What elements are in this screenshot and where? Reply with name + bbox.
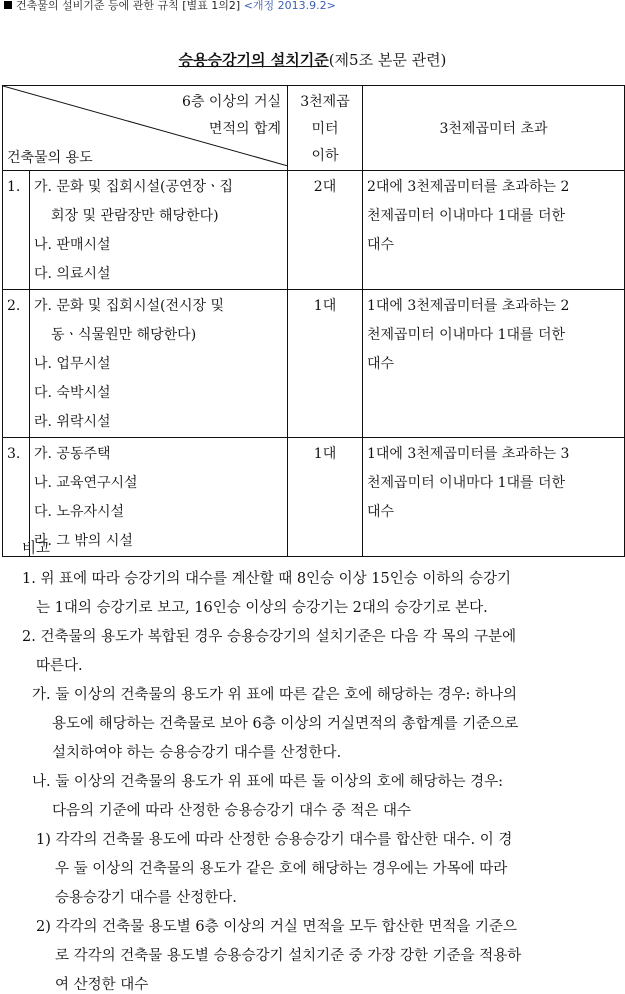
row-count: 1대 [288, 438, 363, 557]
remarks-heading: 비고 [22, 541, 51, 557]
table-row [3, 290, 625, 438]
table-row [3, 171, 625, 290]
remark-2-na-2-line: 로 각각의 건축물 용도별 승용승강기 설치기준 중 가장 강한 기준을 적용하 [55, 948, 522, 964]
use-item: 라. 위락시설 [34, 414, 111, 430]
remark-2-line: 따른다. [36, 658, 83, 674]
remark-2-na-line: 나. 둘 이상의 건축물의 용도가 위 표에 따른 둘 이상의 호에 해당하는 경우: [32, 774, 504, 790]
remark-1-line: 1. 위 표에 따라 승강기의 대수를 계산할 때 8인승 이상 15인승 이하의 승강기 [22, 571, 512, 587]
remark-2-ga-line: 설치하여야 하는 승용승강기 대수를 산정한다. [52, 745, 342, 761]
use-item: 다. 의료시설 [34, 266, 111, 282]
use-item-continuation: 동ㆍ식물원만 해당한다) [51, 327, 197, 343]
document-header [4, 0, 336, 12]
use-item: 나. 판매시설 [34, 237, 111, 253]
revision-link[interactable]: <개정 2013.9.2> [243, 0, 336, 12]
table-row [3, 438, 625, 557]
remark-2-na-1-line: 승용승강기 대수를 산정한다. [55, 890, 237, 906]
use-item: 나. 교육연구시설 [34, 475, 138, 491]
row-description: 1대에 3천제곱미터를 초과하는 3 천제곱미터 이내마다 1대를 더한 대수 [363, 438, 625, 557]
use-item-continuation: 회장 및 관람장만 해당한다) [51, 208, 219, 224]
title-main: 승용승강기의 설치기준 [178, 51, 329, 69]
row-description: 1대에 3천제곱미터를 초과하는 2 천제곱미터 이내마다 1대를 더한 대수 [363, 290, 625, 438]
square-bullet-icon [4, 1, 12, 9]
row-number: 3. [3, 438, 30, 557]
header-area-label: 6층 이상의 거실 면적의 합계 [182, 94, 281, 137]
table-header-row [3, 86, 625, 171]
row-count: 1대 [288, 290, 363, 438]
row-uses [30, 290, 288, 438]
header-over-3000: 3천제곱미터 초과 [363, 86, 625, 171]
elevator-standard-table [2, 85, 625, 557]
use-item: 다. 숙박시설 [34, 385, 111, 401]
row-count: 2대 [288, 171, 363, 290]
row-number: 2. [3, 290, 30, 438]
header-text: 건축물의 설비기준 등에 관한 규칙 [별표 1의2] [16, 0, 241, 12]
title-sub: (제5조 본문 관련) [328, 51, 447, 69]
diagonal-header-cell [3, 86, 288, 171]
use-item: 라. 그 밖의 시설 [34, 533, 133, 549]
use-item: 가. 공동주택 [34, 446, 111, 462]
header-use-label: 건축물의 용도 [7, 150, 93, 166]
remark-2-na-line: 다음의 기준에 따라 산정한 승용승강기 대수 중 적은 대수 [52, 803, 412, 819]
use-item: 가. 문화 및 집회시설(공연장ㆍ집 [34, 179, 234, 195]
row-uses [30, 171, 288, 290]
remark-2-na-1-line: 1) 각각의 건축물 용도에 따라 산정한 승용승강기 대수를 합산한 대수. 이 경 [36, 832, 513, 848]
row-number: 1. [3, 171, 30, 290]
use-item: 나. 업무시설 [34, 356, 111, 372]
remark-1-line: 는 1대의 승강기로 보고, 16인승 이상의 승강기는 2대의 승강기로 본다. [36, 600, 488, 616]
remark-2-na-2-line: 여 산정한 대수 [55, 977, 149, 993]
remark-2-line: 2. 건축물의 용도가 복합된 경우 승용승강기의 설치기준은 다음 각 목의 구분에 [22, 629, 517, 645]
remark-2-ga-line: 용도에 해당하는 건축물로 보아 6층 이상의 거실면적의 총합계를 기준으로 [52, 716, 519, 732]
document-title [0, 49, 625, 70]
remark-2-na-1-line: 우 둘 이상의 건축물의 용도가 같은 호에 해당하는 경우에는 가목에 따라 [55, 861, 508, 877]
header-under-3000: 3천제곱 미터 이하 [288, 86, 363, 171]
row-description: 2대에 3천제곱미터를 초과하는 2 천제곱미터 이내마다 1대를 더한 대수 [363, 171, 625, 290]
row-uses [30, 438, 288, 557]
use-item: 다. 노유자시설 [34, 504, 125, 520]
remark-2-na-2-line: 2) 각각의 건축물 용도별 6층 이상의 거실 면적을 모두 합산한 면적을 기준으 [36, 919, 518, 935]
use-item: 가. 문화 및 집회시설(전시장 및 [34, 298, 225, 314]
remark-2-ga-line: 가. 둘 이상의 건축물의 용도가 위 표에 따른 같은 호에 해당하는 경우: 하나의 [32, 687, 518, 703]
